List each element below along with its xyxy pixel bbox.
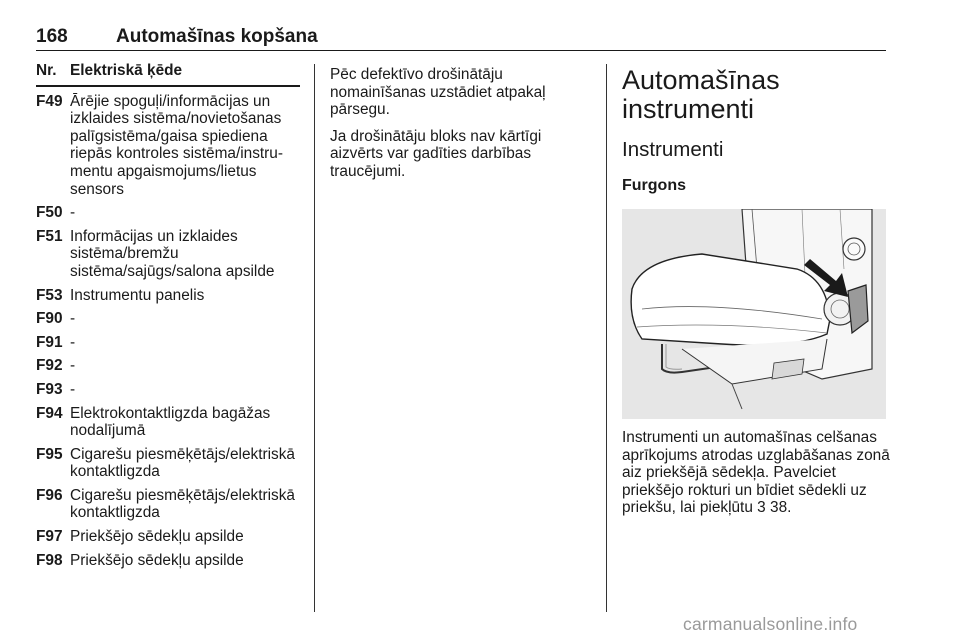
fuse-row-f51 bbox=[36, 228, 300, 281]
fuse-row-f91 bbox=[36, 334, 300, 352]
fuse-description: - bbox=[70, 357, 76, 375]
fuse-description: Cigarešu piesmēķētājs/elektriskā kontaktligzda bbox=[70, 486, 295, 522]
chapter-title: Automašīnas kopšana bbox=[116, 26, 318, 47]
column-3 bbox=[622, 66, 892, 517]
fuse-code: F97 bbox=[36, 528, 63, 546]
section-title-line-1: Automašīnas bbox=[622, 65, 780, 95]
fuse-code: F91 bbox=[36, 333, 63, 351]
page-reference-icon[interactable]: 3 bbox=[757, 499, 766, 517]
fuse-row-f93 bbox=[36, 381, 300, 399]
fuse-description: Priekšējo sēdekļu apsilde bbox=[70, 528, 244, 546]
fuse-row-f50 bbox=[36, 204, 300, 222]
fuse-row-f97 bbox=[36, 528, 300, 546]
fuse-code: F93 bbox=[36, 380, 63, 398]
tool-location-paragraph bbox=[622, 429, 890, 517]
fuse-row-f96 bbox=[36, 487, 300, 522]
fuse-description: - bbox=[70, 204, 76, 222]
fuse-row-f94 bbox=[36, 405, 300, 440]
fuse-row-f95 bbox=[36, 446, 300, 481]
fuse-row-f53 bbox=[36, 287, 300, 305]
fuse-code: F49 bbox=[36, 92, 63, 110]
column-divider-1 bbox=[314, 64, 315, 612]
section-title bbox=[622, 66, 892, 124]
fuse-description: - bbox=[70, 310, 76, 328]
fuse-table bbox=[36, 62, 300, 575]
subsubsection-title: Furgons bbox=[622, 177, 686, 194]
fuse-description: Informācijas un izklaides sistēma/bremžu sistēma/sajūgs/salona apsilde bbox=[70, 227, 275, 280]
section-title-line-2: instrumenti bbox=[622, 94, 755, 124]
fuse-description: Cigarešu piesmēķētājs/elektriskā kontaktligzda bbox=[70, 445, 295, 481]
fuse-code: F90 bbox=[36, 310, 63, 328]
tool-location-text: Instrumenti un automašīnas celšanas aprīkojums atrodas uzglabāšanas zonā aiz priekšējā sēdekļa. Pavelciet priekšējo rokturi un bīdiet sēdekli uz priekšu, lai piekļūtu bbox=[622, 429, 890, 517]
paragraph-malfunction-warning: Ja drošinātāju bloks nav kārtīgi aizvērts var gadīties darbības traucējumi. bbox=[330, 127, 542, 180]
fuse-code: F51 bbox=[36, 227, 63, 245]
fuse-description: Elektrokontaktligzda bagāžas nodalījumā bbox=[70, 404, 271, 440]
column-header-circuit: Elektriskā ķēde bbox=[70, 62, 183, 79]
fuse-description: Instrumentu panelis bbox=[70, 286, 205, 304]
fuse-code: F50 bbox=[36, 204, 63, 222]
fuse-row-f98 bbox=[36, 552, 300, 570]
column-2 bbox=[330, 66, 588, 190]
watermark: carmanualsonline.info bbox=[683, 614, 858, 634]
subsection-title: Instrumenti bbox=[622, 138, 724, 161]
fuse-description: Priekšējo sēdekļu apsilde bbox=[70, 551, 244, 569]
fuse-description: Ārējie spoguļi/informācijas un izklaides sistēma/novietošanas palīgsistēma/gaisa spiediena riepās kontroles sistēma/instrumentu apgaismojums/lietus sensors bbox=[70, 92, 283, 198]
fuse-table-header bbox=[36, 62, 300, 87]
page-header bbox=[36, 22, 886, 50]
header-rule bbox=[36, 50, 886, 51]
fuse-code: F96 bbox=[36, 486, 63, 504]
fuse-code: F94 bbox=[36, 404, 63, 422]
paragraph-replace-cover: Pēc defektīvo drošinātāju nomainīšanas uzstādiet atpakaļ pārsegu. bbox=[330, 66, 546, 119]
seat-illustration-icon bbox=[622, 209, 886, 419]
fuse-code: F98 bbox=[36, 551, 63, 569]
fuse-code: F92 bbox=[36, 357, 63, 375]
column-header-number: Nr. bbox=[36, 62, 57, 79]
seat-tool-storage-illustration bbox=[622, 209, 886, 419]
column-divider-2 bbox=[606, 64, 607, 612]
fuse-row-f92 bbox=[36, 357, 300, 375]
fuse-code: F53 bbox=[36, 286, 63, 304]
page-reference-number[interactable]: 38. bbox=[770, 499, 792, 517]
fuse-row-f49 bbox=[36, 93, 300, 199]
fuse-table-body bbox=[36, 93, 300, 570]
fuse-description: - bbox=[70, 333, 76, 351]
page-number: 168 bbox=[36, 26, 68, 47]
fuse-code: F95 bbox=[36, 445, 63, 463]
fuse-row-f90 bbox=[36, 310, 300, 328]
fuse-description: - bbox=[70, 380, 76, 398]
